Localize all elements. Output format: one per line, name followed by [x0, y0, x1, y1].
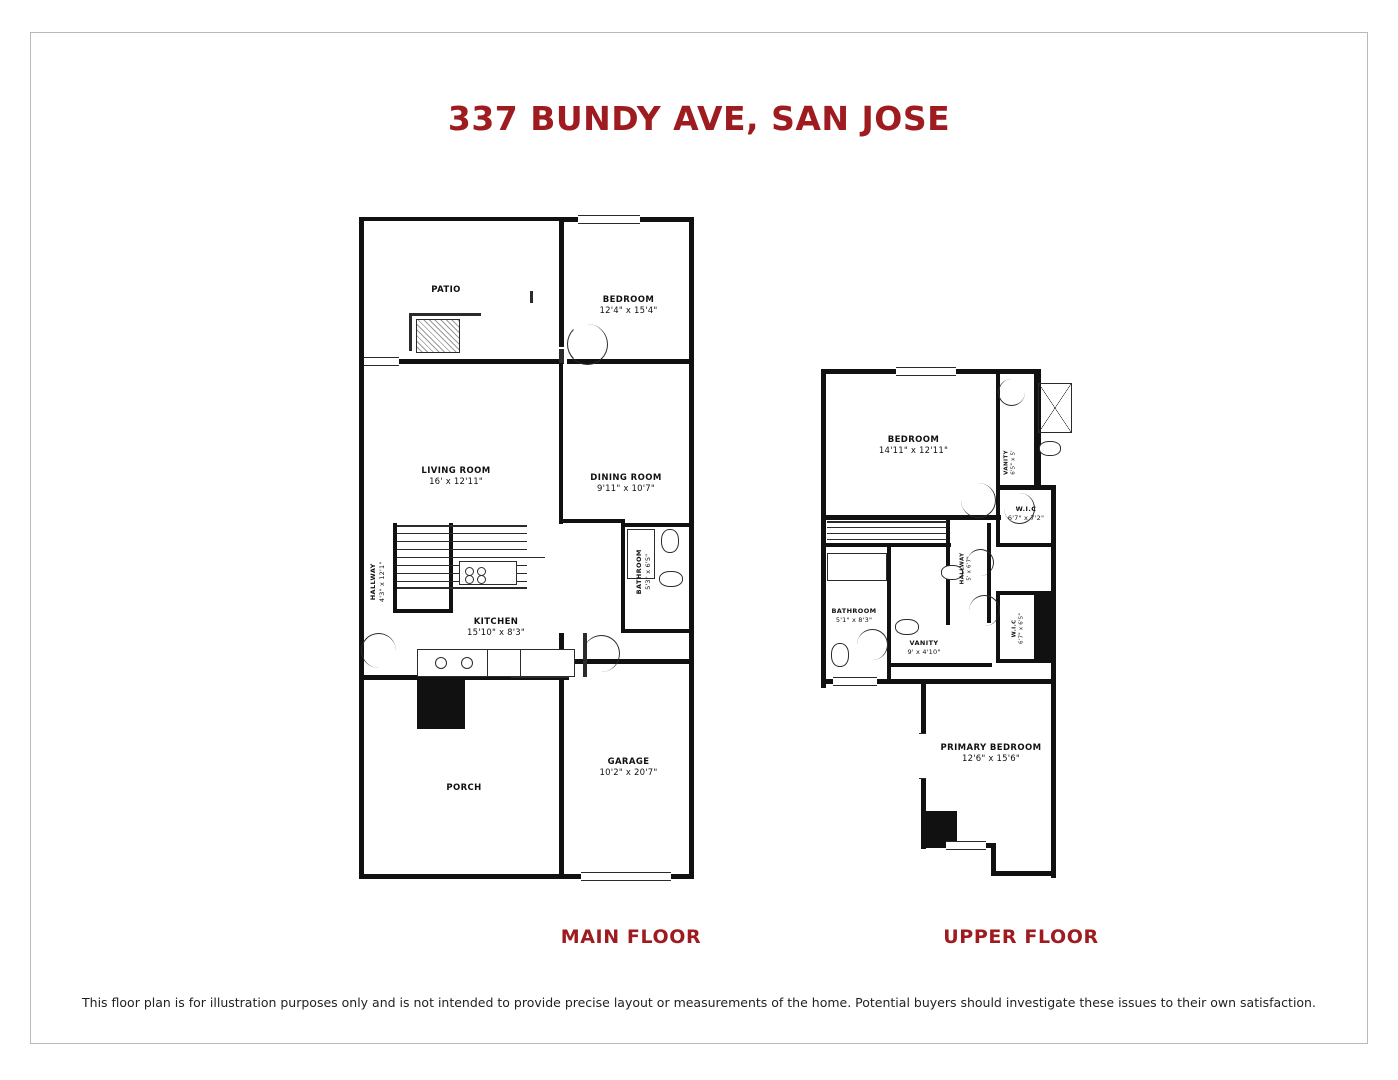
room-label-patio: PATIO — [431, 285, 461, 295]
stair-tread — [397, 533, 527, 534]
wall-upper-primary-right — [1051, 663, 1056, 878]
stair-tread — [397, 549, 527, 550]
wall-main-bath-left — [621, 523, 625, 633]
room-label-primary-bedroom: PRIMARY BEDROOM 12'6" x 15'6" — [940, 743, 1042, 765]
room-label-porch: PORCH — [446, 783, 482, 793]
wall-upper-primary-top — [921, 679, 1056, 684]
upper-floor-plan — [791, 343, 1121, 903]
window-upper-primary-left — [919, 733, 926, 779]
bathtub — [827, 553, 887, 581]
kitchen-range — [487, 649, 521, 677]
patio-step-frame — [409, 313, 481, 316]
disclaimer-text: This floor plan is for illustration purposes only and is not intended to provide precise layout or measurements of the home. Potential buyers should investigate these issues to their own satisfaction. — [82, 995, 1316, 1010]
wall-upper-bath-top — [821, 543, 951, 547]
stair-tread — [397, 541, 527, 542]
main-floor-plan — [331, 183, 711, 903]
wall-main-top — [359, 217, 564, 221]
patio-step-frame-left — [409, 313, 412, 351]
door-main-hall — [361, 633, 396, 668]
wall-upper-wic-bottom — [996, 543, 1056, 547]
wall-main-garage-top — [559, 659, 694, 664]
pier-main-kitchen — [417, 677, 465, 729]
cooktop-burner — [465, 575, 474, 584]
stair-main-outline — [397, 525, 527, 527]
room-label-wic-upper: W.I.C 6'7" x 7'2" — [1007, 505, 1045, 522]
window-upper-bedroom-top — [896, 367, 956, 376]
window-main-bedroom-top — [578, 215, 640, 224]
wall-main-dining-left — [559, 359, 563, 524]
sink-basin — [659, 571, 683, 587]
room-label-hallway-upper: HALLWAY 5' x 6'7" — [959, 552, 973, 585]
wall-main-kitchen-top — [559, 519, 625, 523]
room-label-dining-room: DINING ROOM 9'11" x 10'7" — [590, 473, 662, 495]
toilet — [661, 529, 679, 553]
door-upper-vanity — [998, 379, 1025, 406]
room-label-garage: GARAGE 10'2" x 20'7" — [599, 757, 658, 779]
wall-upper-primary-bottom2 — [991, 871, 1056, 876]
window-upper-primary-bottom — [946, 841, 986, 850]
room-label-bedroom: BEDROOM 12'4" x 15'4" — [599, 295, 658, 317]
wall-main-bath-bottom — [621, 629, 694, 633]
stair-tread — [827, 527, 947, 528]
wall-upper-shower-left — [1034, 369, 1037, 487]
wall-upper-vanity2-bottom — [887, 663, 992, 667]
wall-main-hall-right — [393, 523, 397, 613]
window-upper-bath-bottom — [833, 677, 877, 686]
stair-tread — [827, 533, 947, 534]
pier-upper-primary — [923, 811, 957, 845]
door-main-bathroom — [583, 635, 620, 672]
room-label-bedroom: BEDROOM 14'11" x 12'11" — [878, 435, 949, 457]
kitchen-sink-basin — [435, 657, 447, 669]
window-main-living-top — [364, 357, 399, 366]
room-label-living-room: LIVING ROOM 16' x 12'11" — [421, 466, 491, 488]
room-label-vanity-upper: VANITY 6'5" x 5' — [1003, 449, 1017, 475]
room-label-hallway: HALLWAY 4'3" x 12'1" — [369, 561, 386, 603]
stair-tread — [397, 557, 527, 558]
kitchen-sink-basin — [461, 657, 473, 669]
page-title: 337 BUNDY AVE, SAN JOSE — [447, 99, 951, 138]
wall-main-entry-stub — [559, 349, 564, 363]
shower-stall — [1038, 383, 1072, 433]
stair-rail — [397, 587, 527, 589]
cooktop-burner — [477, 575, 486, 584]
patio-step-hatch — [416, 319, 460, 353]
window-main-garage-bottom — [581, 872, 671, 881]
door-main-bedroom-arc — [567, 324, 608, 365]
room-label-kitchen: KITCHEN 15'10" x 8'3" — [467, 617, 525, 639]
main-floor-caption: MAIN FLOOR — [560, 926, 702, 948]
room-label-wic2-upper: W.I.C 6'7" x 6'5" — [1011, 612, 1025, 644]
door-upper-wic2 — [969, 595, 1000, 626]
wall-main-right-lower — [689, 659, 694, 879]
stair-arrow — [527, 557, 545, 558]
wall-main-patio-right — [559, 217, 564, 347]
wall-main-hall-bottom — [393, 609, 453, 613]
room-label-bathroom-upper: BATHROOM 5'1" x 8'3" — [831, 607, 877, 624]
sink-basin — [895, 619, 919, 635]
stair-upper-outline — [827, 521, 947, 523]
vanity-sink-basin — [1039, 441, 1061, 456]
door-upper-bathroom — [857, 629, 888, 660]
wall-main-dining-right — [689, 364, 694, 664]
wall-main-patio-door-jamb — [530, 291, 533, 303]
room-label-vanity2-upper: VANITY 9' x 4'10" — [907, 639, 941, 656]
pier-upper-wic2 — [1034, 595, 1054, 661]
stair-tread — [827, 539, 947, 540]
wall-upper-primary-notch-v — [991, 843, 996, 873]
wall-main-left-mid — [359, 359, 364, 879]
upper-floor-caption: UPPER FLOOR — [943, 926, 1099, 948]
floor-plan-sheet — [30, 32, 1368, 1044]
room-label-bathroom: BATHROOM 5'3" x 6'5" — [635, 549, 652, 595]
wall-main-stair-right — [449, 523, 453, 613]
toilet — [831, 643, 849, 667]
wall-main-bath-top — [621, 523, 694, 527]
